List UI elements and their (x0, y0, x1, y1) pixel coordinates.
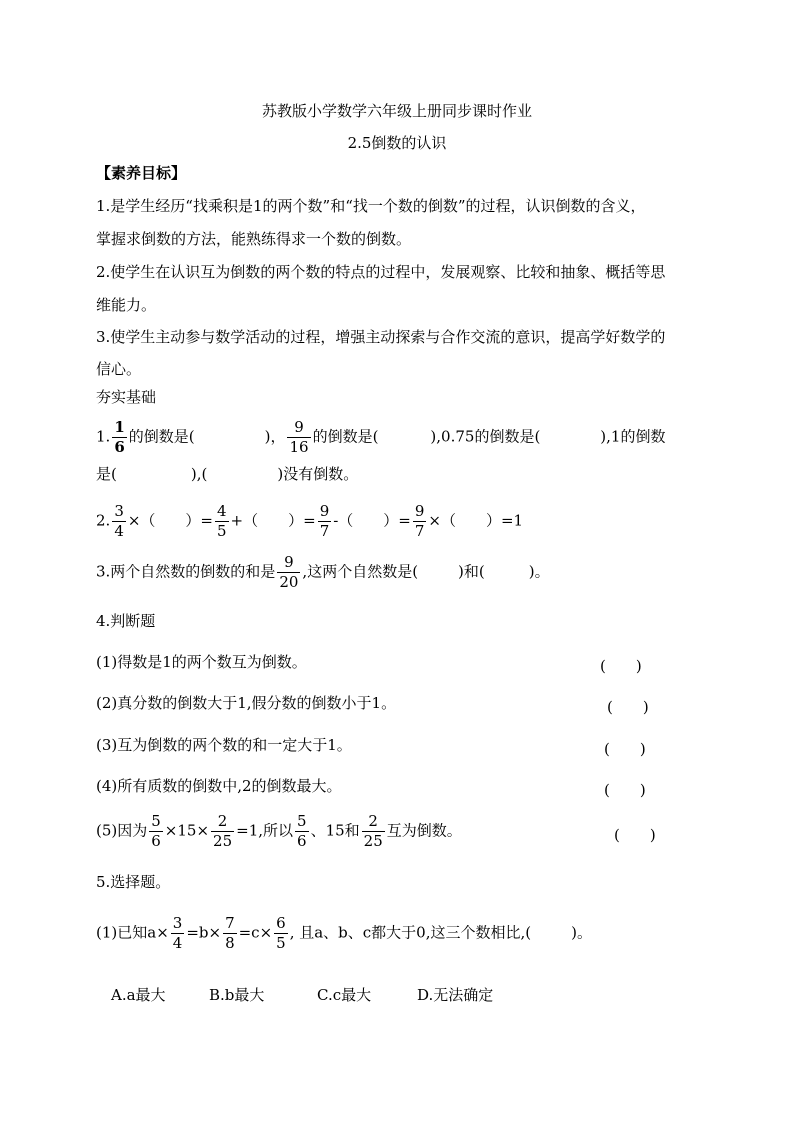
q1-line-1: 1. $\frac{1}{6}$ 的倒数是( )， $\frac{9}{16}$ 的倒数是( ),0.75的倒数是( ),1的倒数 (96, 418, 666, 456)
q4-heading: 4.判断题 (96, 612, 156, 630)
q4-statement-5: (5)因为 $\frac{5}{6}$ ×15× $\frac{2}{25}$ =1,所以 $\frac{5}{6}$ 、15和 $\frac{2}{25}$ 互为倒数。 (96, 812, 462, 850)
fraction: $\frac{9}{7}$ (414, 502, 425, 540)
objective-line-5: 3.使学生主动参与数学活动的过程，增强主动探索与合作交流的意识，提高学好数学的 (96, 328, 666, 346)
answer-blank[interactable]: ×（ ）=1 (428, 511, 524, 530)
objective-line-2: 掌握求倒数的方法，能熟练得求一个数的倒数。 (96, 230, 412, 248)
answer-blank[interactable]: +（ ）= (230, 511, 316, 530)
document-title: 苏教版小学数学六年级上册同步课时作业 (261, 102, 532, 120)
q1-line-2: 是( ),( )没有倒数。 (96, 465, 359, 483)
fraction: $\frac{1}{6}$ (114, 418, 125, 456)
q2-equation: 2. $\frac{3}{4}$ ×（ ）= $\frac{4}{5}$ +（ ）= $\frac{9}{7}$ -（ ）= $\frac{9}{7}$ ×（ ）=1 (96, 502, 524, 540)
option-c[interactable]: C.c最大 (317, 986, 372, 1004)
option-b[interactable]: B.b最大 (209, 986, 265, 1004)
fraction: $\frac{5}{6}$ (297, 812, 307, 850)
judge-answer-paren[interactable]: ( ) (600, 657, 642, 675)
q4-statement-4: (4)所有质数的倒数中,2的倒数最大。 (96, 777, 342, 795)
fraction: $\frac{9}{20}$ (279, 553, 299, 591)
answer-blank[interactable]: ×（ ）= (127, 511, 213, 530)
objective-line-4: 维能力。 (96, 296, 157, 314)
option-d[interactable]: D.无法确定 (417, 986, 494, 1004)
answer-blank[interactable]: -（ ）= (333, 511, 411, 530)
q4-statement-1: (1)得数是1的两个数互为倒数。 (96, 653, 307, 671)
objective-line-6: 信心。 (96, 360, 142, 378)
section-basic: 夯实基础 (96, 388, 157, 406)
objective-line-3: 2.使学生在认识互为倒数的两个数的特点的过程中，发展观察、比较和抽象、概括等思 (96, 263, 666, 281)
q5-question-1: (1)已知a× $\frac{3}{4}$ =b× $\frac{7}{8}$ =c× $\frac{6}{5}$ , 且a、b、c都大于0,这三个数相比,( )。 (96, 914, 592, 952)
judge-answer-paren[interactable]: ( ) (604, 781, 646, 799)
fraction: $\frac{2}{25}$ (363, 812, 383, 850)
fraction: $\frac{9}{16}$ (289, 418, 309, 456)
fraction: $\frac{3}{4}$ (114, 502, 124, 540)
judge-answer-paren[interactable]: ( ) (607, 698, 649, 716)
objectives-heading: 【素养目标】 (96, 164, 187, 182)
fraction: $\frac{6}{5}$ (276, 914, 286, 952)
q1-number: 1. (96, 427, 111, 446)
judge-answer-paren[interactable]: ( ) (614, 826, 656, 844)
document-subtitle: 2.5倒数的认识 (347, 134, 447, 152)
q5-heading: 5.选择题。 (96, 873, 171, 891)
option-a[interactable]: A.a最大 (111, 986, 166, 1004)
fraction: $\frac{3}{4}$ (172, 914, 183, 952)
judge-answer-paren[interactable]: ( ) (604, 740, 646, 758)
fraction: $\frac{2}{25}$ (213, 812, 233, 850)
q3-line: 3.两个自然数的倒数的和是 $\frac{9}{20}$ ,这两个自然数是( )和( )。 (96, 553, 550, 591)
fraction: $\frac{5}{6}$ (151, 812, 161, 850)
fraction: $\frac{4}{5}$ (217, 502, 227, 540)
fraction: $\frac{7}{8}$ (225, 914, 235, 952)
q4-statement-3: (3)互为倒数的两个数的和一定大于1。 (96, 736, 352, 754)
q4-statement-2: (2)真分数的倒数大于1,假分数的倒数小于1。 (96, 694, 397, 712)
objective-line-1: 1.是学生经历“找乘积是1的两个数”和“找一个数的倒数”的过程，认识倒数的含义， (96, 197, 646, 215)
q5-options (111, 988, 493, 1003)
fraction: $\frac{9}{7}$ (319, 502, 330, 540)
